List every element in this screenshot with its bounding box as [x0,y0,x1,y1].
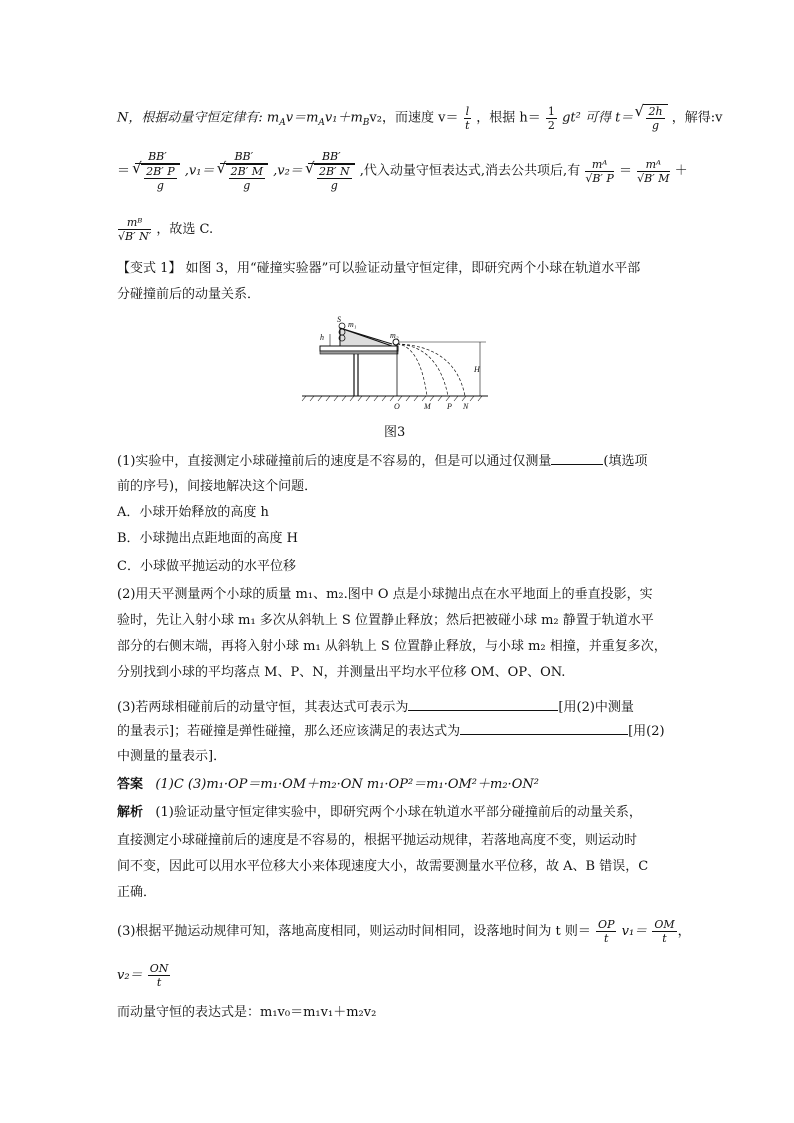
q1-option-a: A．小球开始释放的高度 h [117,505,269,520]
answer-blank-2[interactable] [408,698,558,711]
q1-line-2: 前的序号)，间接地解决这个问题． [117,479,318,494]
intro-line-2: ＝ BB′ √ $\frac{2B' P}{g}$ ,v₁＝ BB′ √ $\frac{2B' M}{g}$ ,v₂＝ BB′ √ $\frac{2B' N}{g}$ ,代入动量守恒表达式,消去公共项后,有 $\frac{\text{mᴬ}}{√B' P}$ ＝ $\frac{\text{mᴬ}}{√B' M}$ ＋ [117,150,688,192]
label-h: h [320,333,324,342]
fraction-half: $\frac{1}{2}$ [547,104,555,132]
fraction-mA-M: $\frac{\text{mᴬ}}{√B' M}$ [637,157,670,185]
q1-option-c: C．小球做平抛运动的水平位移 [117,559,296,574]
collision-apparatus-figure [300,316,490,416]
analysis-line-3: 间不变，因此可以用水平位移大小来体现速度大小，故需要测量水平位移，故 A、B 错误，C [117,859,649,874]
analysis-line-7: 而动量守恒的表达式是：m₁v₀＝m₁v₁＋m₂v₂ [117,1005,377,1020]
label-m2: m₂ [390,331,399,340]
fraction-l-t: $\frac{l}{t}$ [465,104,470,132]
q2-line-3: 部分的右侧末端，再将入射小球 m₁ 从斜轨上 S 位置静止释放，与小球 m₂ 相撞，并重复多次， [117,639,667,654]
fraction-on-t: $\frac{ON}{t}$ [149,962,169,989]
q2-line-1: (2)用天平测量两个小球的质量 m₁、m₂.图中 O 点是小球抛出点在水平地面上的垂直投影，实 [117,587,653,602]
q3-line-2: 的量表示]；若碰撞是弹性碰撞，那么还应该满足的表达式为 [用(2) [117,724,665,739]
q2-line-4: 分别找到小球的平均落点 M、P、N，并测量出平均水平位移 OM、OP、ON. [117,665,566,680]
q3-line-1: (3)若两球相碰前后的动量守恒，其表达式可表示为 [用(2)中测量 [117,700,634,715]
fraction-v1: BB′ √ $\frac{2B' M}{g}$ [220,150,268,192]
q3-line-3: 中测量的量表示]． [117,749,227,764]
fraction-op-t: $\frac{OP}{t}$ [598,918,615,945]
intro-line-1: N，根据动量守恒定律有: $m_Av=m_Av_1+m_Bv_2$，而速度 v＝ $\frac{l}{t}$ ，根据 h＝ $\frac{1}{2}$ gt² 可得 t＝ √ $\frac{2h}{g}$ ，解得:v [117,104,722,132]
fraction-om-t: $\frac{OM}{t}$ [654,918,675,945]
answer-text: (1)C (3)m₁·OP＝m₁·OM＋m₂·ON m₁·OP²＝m₁·OM²＋m₂·ON² [155,777,539,792]
analysis-line-5: (3)根据平抛运动规律可知，落地高度相同，则运动时间相同，设落地时间为 t 则＝ $\frac{OP}{t}$ v₁＝ $\frac{OM}{t}$ ， [117,918,691,945]
analysis-line-6: v₂＝ $\frac{ON}{t}$ [117,962,169,989]
label-N: N [463,402,469,411]
answer-blank-3[interactable] [460,722,628,735]
label-H: H [474,365,480,374]
analysis-line-4: 正确． [117,885,157,900]
answer-label: 答案 [117,777,144,792]
q1-line-1: (1)实验中，直接测定小球碰撞前后的速度是不容易的，但是可以通过仅测量 (填选项 [117,454,648,469]
q2-line-2: 验时，先让入射小球 m₁ 多次从斜轨上 S 位置静止释放；然后把被碰小球 m₂ 静置于轨道水平 [117,613,654,628]
fraction-mA-P: $\frac{\text{mᴬ}}{√B' P}$ [585,157,614,185]
variant-line-1: 【变式 1】 如图 3，用“碰撞实验器”可以验证动量守恒定律，即研究两个小球在轨道水平部 [117,261,641,276]
intro-line-3: $\frac{\text{mᴮ}}{√B' N'}$ ，故选 C. [118,216,214,243]
fraction-mB-N: $\frac{\text{mᴮ}}{√B' N'}$ [118,216,152,243]
label-M: M [424,402,431,411]
label-m1: m₁ [348,320,357,329]
fraction-v: BB′ √ $\frac{2B' P}{g}$ [135,150,179,192]
answer-line [117,776,539,794]
fraction-v2: BB′ √ $\frac{2B' N}{g}$ [308,150,355,192]
analysis-label: 解析 [117,805,144,820]
variant-line-2: 分碰撞前后的动量关系． [117,287,261,302]
sqrt-2h-g: √ $\frac{2h}{g}$ [643,104,667,132]
q1-option-b: B．小球抛出点距地面的高度 H [117,531,299,546]
analysis-line-2: 直接测定小球碰撞前后的速度是不容易的，根据平抛运动规律，若落地高度不变，则运动时 [117,833,638,848]
figure-caption: 图3 [384,425,406,440]
label-S: S [337,316,341,324]
analysis-line-1: 解析 (1)验证动量守恒定律实验中，即研究两个小球在轨道水平部分碰撞前后的动量关系， [117,805,642,820]
label-P: P [447,402,452,411]
intro-text: N，根据动量守恒定律有: m [117,110,280,126]
answer-blank-1[interactable] [551,452,603,465]
label-O: O [394,402,400,411]
